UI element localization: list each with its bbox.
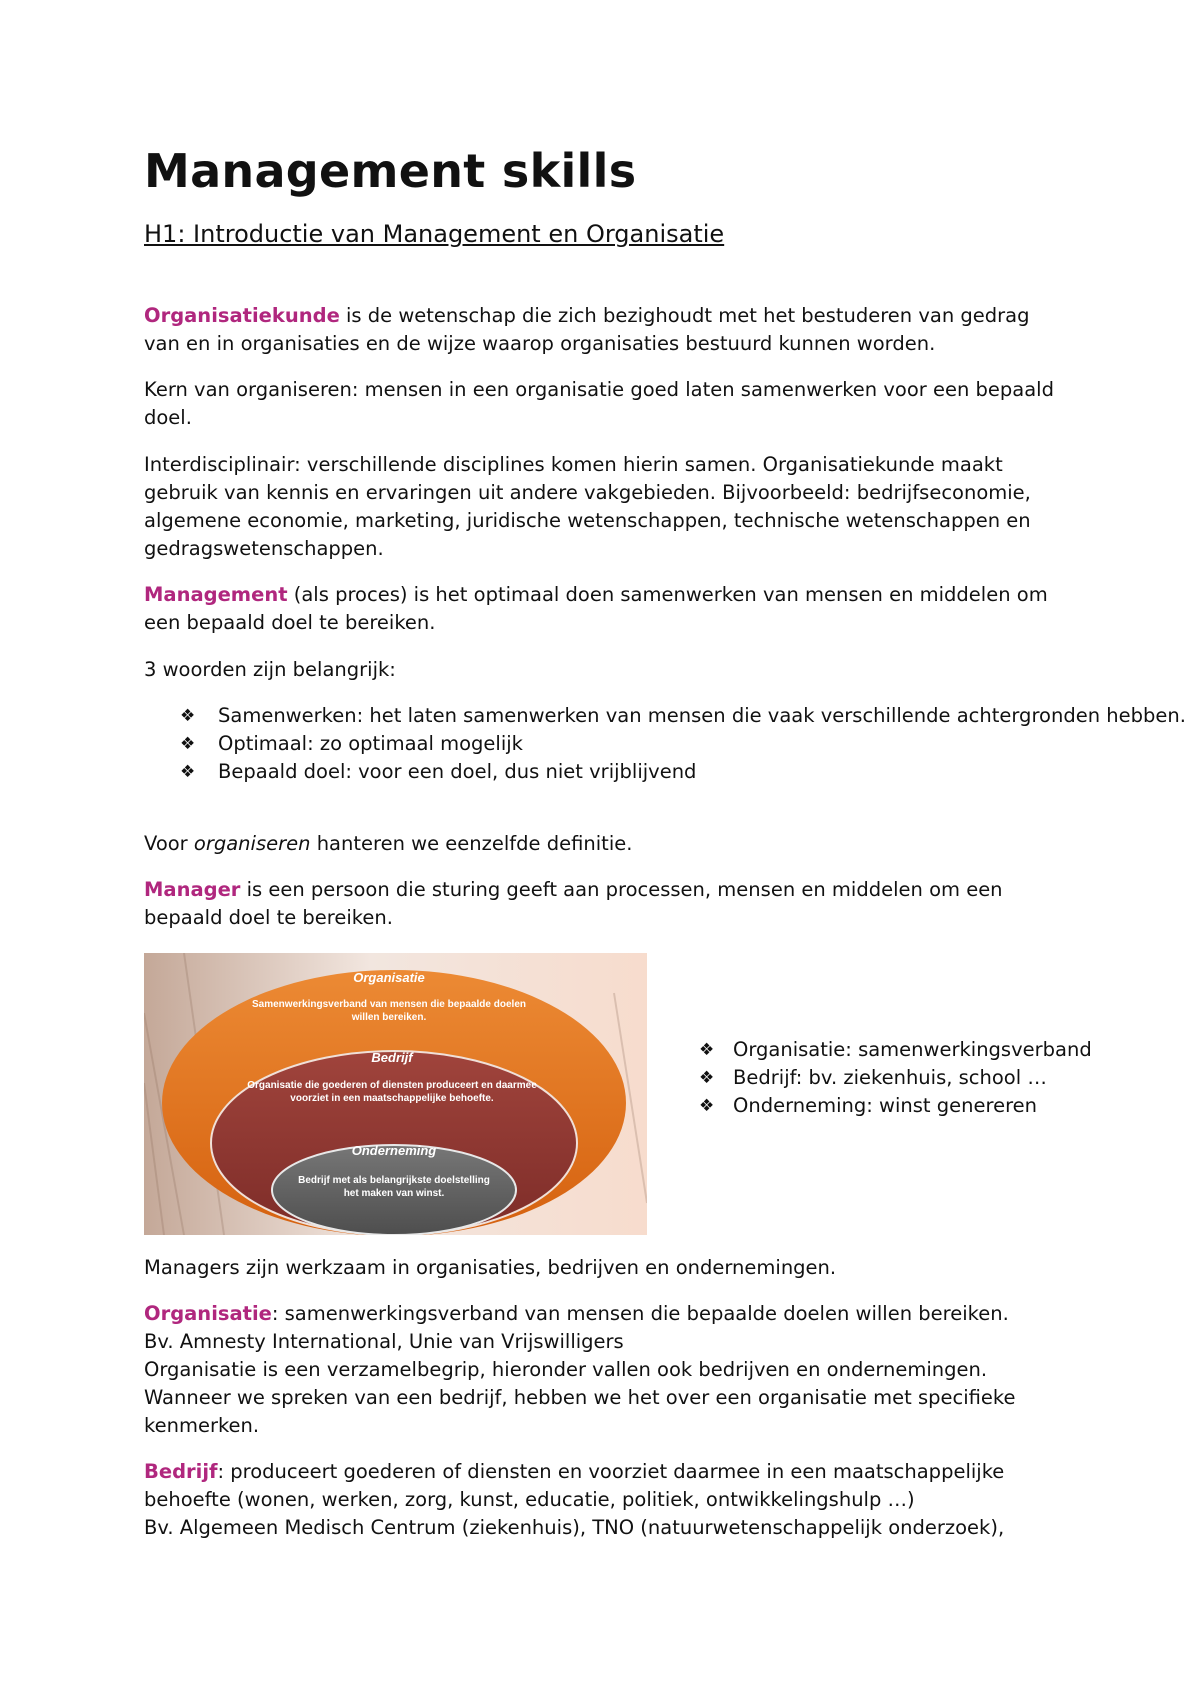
term-organisatiekunde: Organisatiekunde [144, 304, 340, 327]
list-item-text: Optimaal: zo optimaal mogelijk [218, 732, 523, 755]
paragraph-text: : produceert goederen of diensten en voorziet daarmee in een maatschappelijke behoefte (wonen, werken, zorg, kunst, educatie, politiek, ontwikkelingshulp …) [144, 1460, 1005, 1511]
list-item [144, 758, 1186, 786]
diamond-bullet-icon: ❖ [699, 1096, 715, 1116]
list-item [690, 1092, 1092, 1120]
paragraph-text: is de wetenschap die zich bezighoudt met het bestuderen van gedrag van en in organisaties en de wijze waarop organisaties bestuurd kunnen worden. [144, 304, 1030, 355]
paragraph-manager [144, 876, 1064, 932]
term-bedrijf: Bedrijf [144, 1460, 218, 1483]
paragraph-bedrijf [144, 1458, 1064, 1542]
list-item [690, 1036, 1092, 1064]
list-item-text: Bepaald doel: voor een doel, dus niet vrijblijvend [218, 760, 697, 783]
paragraph-text: (als proces) is het optimaal doen samenwerken van mensen en middelen om een bepaald doel te bereiken. [144, 583, 1048, 634]
desc-organisatie-2: willen bereiken. [351, 1012, 427, 1023]
emphasis-organiseren: organiseren [193, 832, 311, 855]
term-organisatie: Organisatie [144, 1302, 272, 1325]
paragraph-kern: Kern van organiseren: mensen in een organisatie goed laten samenwerken voor een bepaald doel. [144, 378, 1054, 429]
paragraph-text: Bv. Amnesty International, Unie van Vrijswilligers [144, 1330, 624, 1353]
desc-onderneming-1: Bedrijf met als belangrijkste doelstelling [298, 1175, 490, 1186]
desc-onderneming-2: het maken van winst. [343, 1188, 445, 1199]
list-item [144, 702, 1186, 730]
diamond-bullet-icon: ❖ [180, 706, 196, 726]
diamond-bullet-icon: ❖ [180, 734, 196, 754]
paragraph-organisatie [144, 1300, 1064, 1440]
paragraph-managers: Managers zijn werkzaam in organisaties, bedrijven en ondernemingen. [144, 1256, 837, 1279]
list-item-text: Bedrijf: bv. ziekenhuis, school … [733, 1066, 1047, 1089]
paragraph-text: : samenwerkingsverband van mensen die bepaalde doelen willen bereiken. [271, 1302, 1009, 1325]
list-item [144, 730, 1186, 758]
paragraph-text: Bv. Algemeen Medisch Centrum (ziekenhuis), TNO (natuurwetenschappelijk onderzoek), [144, 1516, 1005, 1539]
list-item-text: Samenwerken: het laten samenwerken van mensen die vaak verschillende achtergronden hebben. [218, 704, 1186, 727]
document-title: Management skills [144, 144, 637, 198]
desc-bedrijf-1: Organisatie die goederen of diensten produceert en daarmee [247, 1080, 537, 1091]
list-item [690, 1064, 1092, 1092]
label-onderneming: Onderneming [351, 1143, 437, 1158]
bullet-list-diagram [690, 1036, 1092, 1120]
bullet-list-key-words [144, 702, 1186, 786]
term-manager: Manager [144, 878, 241, 901]
paragraph-management [144, 581, 1064, 637]
chapter-heading: H1: Introductie van Management en Organisatie [144, 220, 725, 248]
paragraph-drie-woorden: 3 woorden zijn belangrijk: [144, 658, 396, 681]
label-organisatie: Organisatie [353, 970, 425, 985]
term-management: Management [144, 583, 288, 606]
desc-bedrijf-2: voorziet in een maatschappelijke behoefte. [290, 1093, 494, 1104]
paragraph-text: hanteren we eenzelfde definitie. [310, 832, 633, 855]
desc-organisatie-1: Samenwerkingsverband van mensen die bepaalde doelen [252, 999, 526, 1010]
paragraph-organiseren [144, 830, 1064, 858]
list-item-text: Organisatie: samenwerkingsverband [733, 1038, 1092, 1061]
diamond-bullet-icon: ❖ [699, 1068, 715, 1088]
paragraph-text: is een persoon die sturing geeft aan processen, mensen en middelen om een bepaald doel te bereiken. [144, 878, 1003, 929]
diamond-bullet-icon: ❖ [699, 1040, 715, 1060]
paragraph-interdisciplinair: Interdisciplinair: verschillende disciplines komen hierin samen. Organisatiekunde maakt gebruik van kennis en ervaringen uit andere vakgebieden. Bijvoorbeeld: bedrijfseconomie, algemene economie, marketing, juridische wetenschappen, technische wetenschappen en gedragswetenschappen. [144, 453, 1031, 560]
list-item-text: Onderneming: winst genereren [733, 1094, 1038, 1117]
paragraph-organisatiekunde [144, 302, 1064, 358]
paragraph-text: Organisatie is een verzamelbegrip, hieronder vallen ook bedrijven en ondernemingen. Wanneer we spreken van een bedrijf, hebben we het over een organisatie met specifieke kenmerken. [144, 1358, 1016, 1437]
organisation-diagram-image [144, 953, 647, 1235]
label-bedrijf: Bedrijf [371, 1050, 413, 1065]
paragraph-text: Voor [144, 832, 194, 855]
diamond-bullet-icon: ❖ [180, 762, 196, 782]
